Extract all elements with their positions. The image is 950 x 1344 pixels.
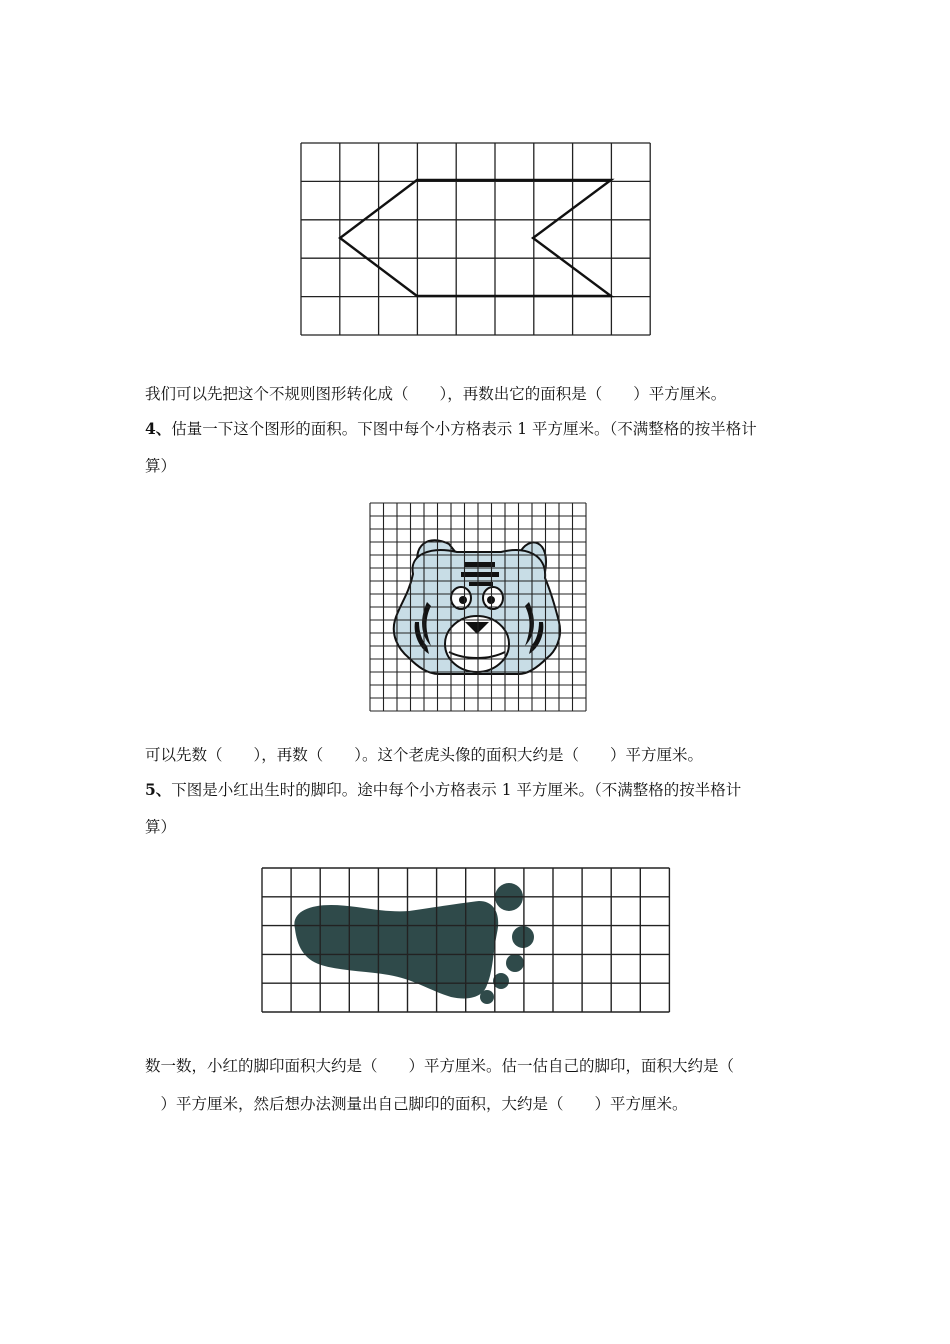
- q4-prompt: [145, 418, 757, 440]
- q4-prompt-text: 估量一下这个图形的面积。下图中每个小方格表示 1 平方厘米。（不满整格的按半格计: [171, 420, 757, 438]
- footprint-image: [294, 883, 534, 1004]
- tiger-grid-figure: [369, 502, 587, 713]
- q5-number: 5、: [145, 780, 172, 799]
- arrow-grid-figure: [300, 142, 652, 336]
- q5-prompt: [145, 779, 741, 801]
- q5-answer-line-2: ）平方厘米，然后想办法测量出自己脚印的面积，大约是（ ）平方厘米。: [145, 1095, 688, 1113]
- q4-number: 4、: [145, 419, 172, 438]
- q4-answer-line: 可以先数（ ），再数（ ）。这个老虎头像的面积大约是（ ）平方厘米。: [145, 746, 704, 764]
- q5-prompt-text: 下图是小红出生时的脚印。途中每个小方格表示 1 平方厘米。（不满整格的按半格计: [171, 781, 742, 799]
- footprint-grid-figure: [261, 867, 672, 1014]
- q5-answer-line-1: 数一数，小红的脚印面积大约是（ ）平方厘米。估一估自己的脚印，面积大约是（: [145, 1057, 735, 1075]
- q4-prompt-cont: 算）: [145, 457, 177, 475]
- arrow-shape: [340, 180, 611, 296]
- q5-prompt-cont: 算）: [145, 818, 177, 836]
- q3-answer-line: 我们可以先把这个不规则图形转化成（ ），再数出它的面积是（ ）平方厘米。: [145, 385, 727, 403]
